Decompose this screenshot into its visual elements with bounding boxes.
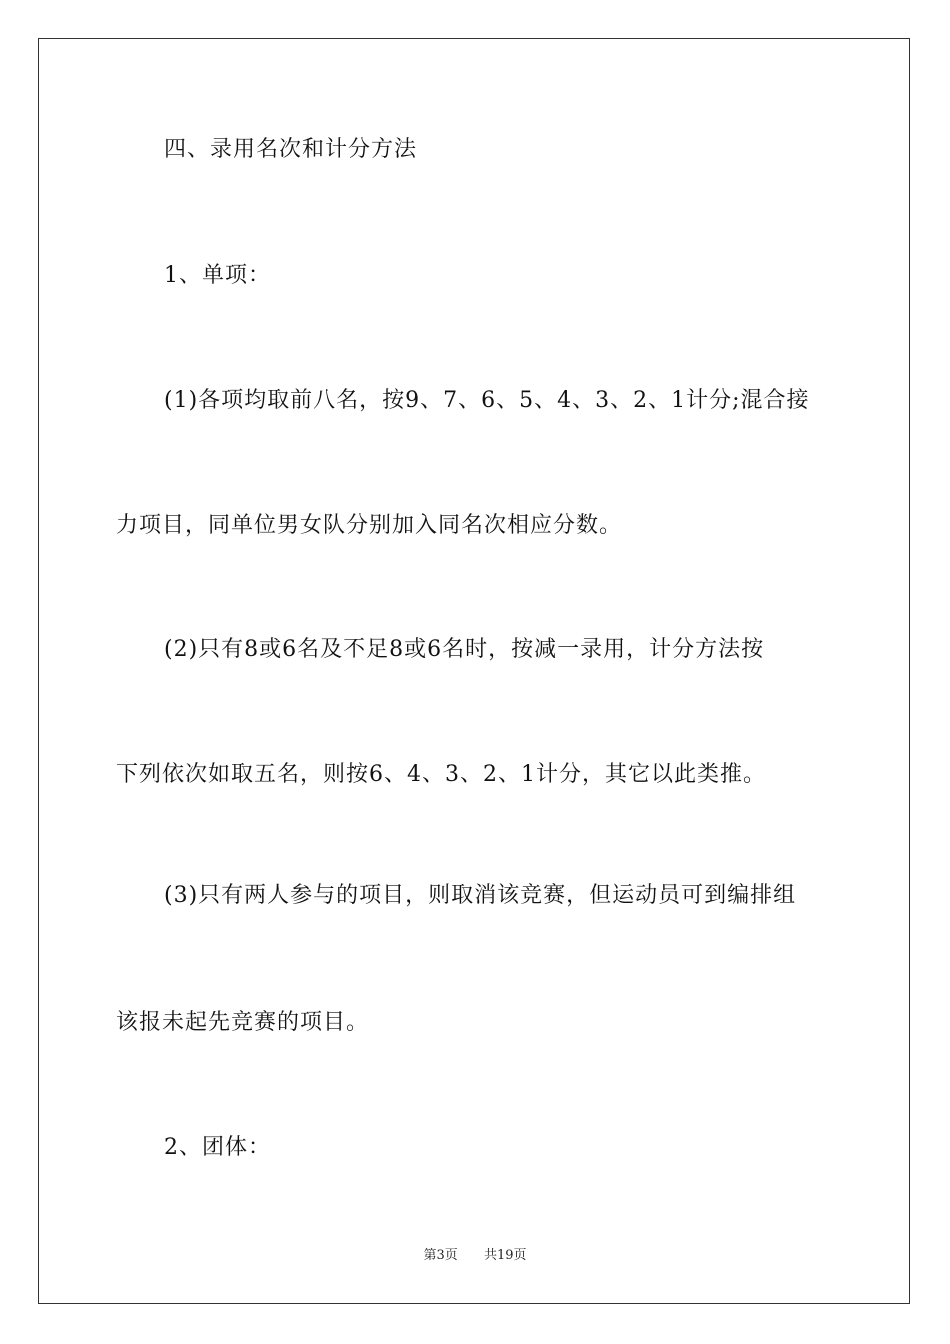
paragraph-2-line-1: (2)只有8或6名及不足8或6名时，按减一录用，计分方法按 [164,637,765,662]
paragraph-2-line-2: 下列依次如取五名，则按6、4、3、2、1计分，其它以此类推。 [116,762,766,787]
page-number: 第3页 [423,1248,458,1263]
page-border [38,38,910,1304]
paragraph-1-line-1: (1)各项均取前八名，按9、7、6、5、4、3、2、1计分;混合接 [164,388,810,413]
paragraph-1-line-2: 力项目，同单位男女队分别加入同名次相应分数。 [116,513,623,538]
section-heading: 四、录用名次和计分方法 [164,137,418,162]
paragraph-3-line-2: 该报未起先竞赛的项目。 [116,1010,370,1035]
paragraph-3-line-1: (3)只有两人参与的项目，则取消该竞赛，但运动员可到编排组 [164,883,797,908]
subsection-heading-team: 2、团体： [164,1135,271,1160]
subsection-heading-individual: 1、单项： [164,263,271,288]
page-footer [0,1248,950,1264]
page-total: 共19页 [484,1248,527,1263]
